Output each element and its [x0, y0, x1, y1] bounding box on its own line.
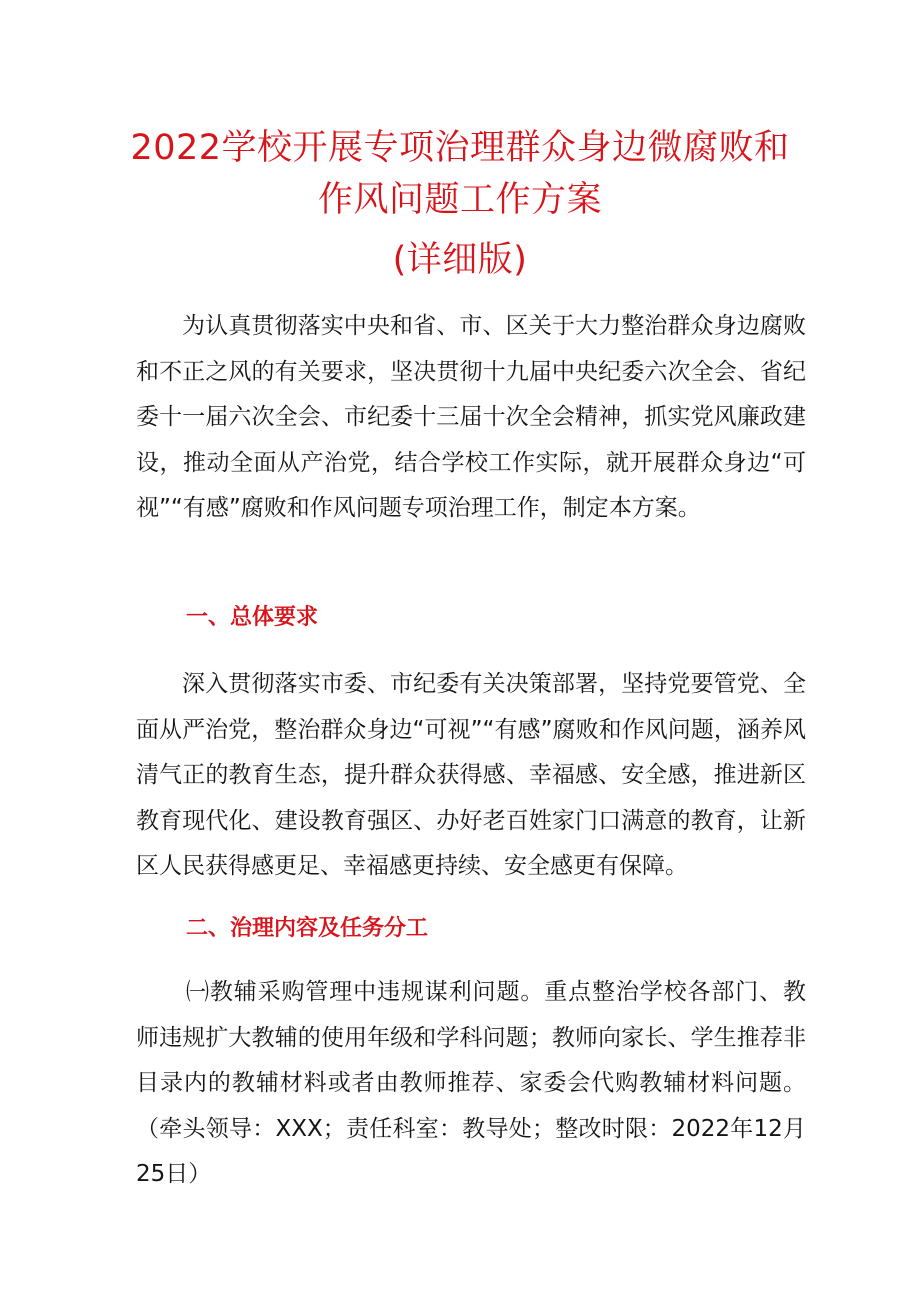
document-title-line-1: 2022学校开展专项治理群众身边微腐败和	[130, 128, 790, 168]
governance-item-1-paragraph: ㈠教辅采购管理中违规谋利问题。重点整治学校各部门、教师违规扩大教辅的使用年级和学科问题；教师向家长、学生推荐非目录内的教辅材料或者由教师推荐、家委会代购教辅材料问题。（牵头领导：XXX；责任科室：教导处；整改时限：2022年12月25日）	[136, 979, 806, 1188]
intro-paragraph: 为认真贯彻落实中央和省、市、区关于大力整治群众身边腐败和不正之风的有关要求，坚决贯彻十九届中央纪委六次全会、省纪委十一届六次全会、市纪委十三届十次全会精神，抓实党风廉政建设，推动全面从产治党，结合学校工作实际，就开展群众身边“可视”“有感”腐败和作风问题专项治理工作，制定本方案。	[136, 313, 806, 522]
section-heading-overall-requirements: 一、总体要求	[186, 605, 319, 630]
overall-requirements-paragraph: 深入贯彻落实市委、市纪委有关决策部署，坚持党要管党、全面从严治党，整治群众身边“可视”“有感”腐败和作风问题，涵养风清气正的教育生态，提升群众获得感、幸福感、安全感，推进新区教育现代化、建设教育强区、办好老百姓家门口满意的教育，让新区人民获得感更足、幸福感更持续、安全感更有保障。	[136, 671, 806, 880]
document-subtitle: (详细版)	[392, 240, 528, 280]
document-title-line-2: 作风问题工作方案	[317, 180, 602, 220]
section-heading-governance-content: 二、治理内容及任务分工	[186, 916, 429, 941]
